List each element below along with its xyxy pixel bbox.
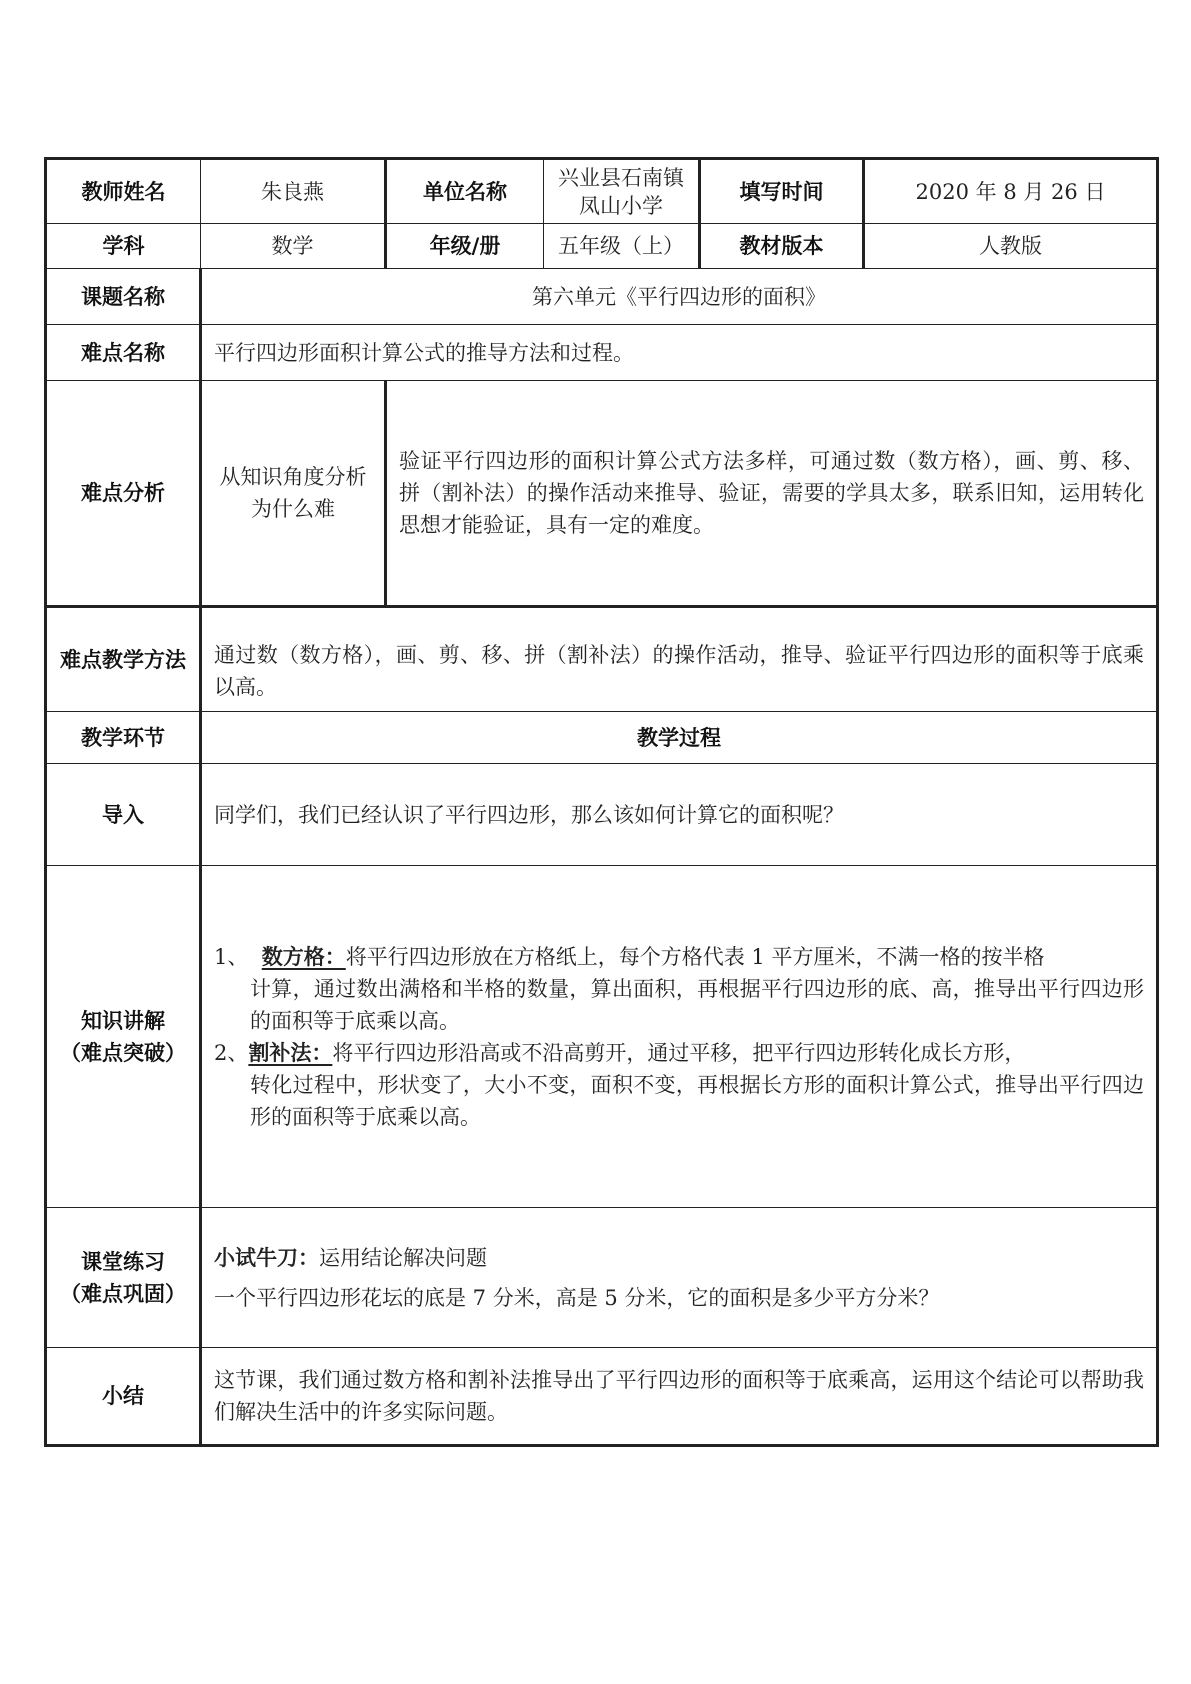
info-row-1 <box>46 159 1158 224</box>
difficulty-row <box>46 325 1158 381</box>
difficulty-label: 难点名称 <box>46 325 201 381</box>
summary-value: 这节课，我们通过数方格和割补法推导出了平行四边形的面积等于底乘高，运用这个结论可以帮助我们解决生活中的许多实际问题。 <box>201 1348 1158 1446</box>
date-label: 填写时间 <box>700 159 864 224</box>
knowledge-item-1 <box>214 941 1144 1037</box>
knowledge-label-line1: 知识讲解 <box>81 1008 165 1033</box>
knowledge-row <box>46 866 1158 1208</box>
knowledge-label <box>46 866 201 1208</box>
practice-label-line1: 课堂练习 <box>81 1249 165 1274</box>
process-label: 教学过程 <box>201 712 1158 764</box>
knowledge-label-line2: （难点突破） <box>60 1040 186 1065</box>
knowledge-item-1-num: 1、 <box>214 944 249 969</box>
method-label: 难点教学方法 <box>46 607 201 712</box>
teacher-value: 朱良燕 <box>201 159 386 224</box>
analysis-value: 验证平行四边形的面积计算公式方法多样，可通过数（数方格），画、剪、移、拼（割补法）的操作活动来推导、验证，需要的学具太多，联系旧知，运用转化思想才能验证，具有一定的难度。 <box>386 381 1158 607</box>
knowledge-item-2-first: 将平行四边形沿高或不沿高剪开，通过平移，把平行四边形转化成长方形， <box>332 1040 1026 1065</box>
intro-label: 导入 <box>46 764 201 866</box>
practice-title-rest: 运用结论解决问题 <box>319 1245 487 1270</box>
knowledge-item-2-rest: 转化过程中，形状变了，大小不变，面积不变，再根据长方形的面积计算公式，推导出平行四边形的面积等于底乘以高。 <box>250 1072 1144 1129</box>
practice-content <box>201 1208 1158 1348</box>
unit-value: 兴业县石南镇凤山小学 <box>544 159 700 224</box>
summary-row <box>46 1348 1158 1446</box>
knowledge-item-1-keyword: 数方格： <box>261 944 346 969</box>
teacher-label: 教师姓名 <box>46 159 201 224</box>
subject-value: 数学 <box>201 224 386 269</box>
date-value: 2020 年 8 月 26 日 <box>864 159 1158 224</box>
topic-row <box>46 269 1158 325</box>
grade-label: 年级/册 <box>386 224 544 269</box>
intro-value: 同学们，我们已经认识了平行四边形，那么该如何计算它的面积呢？ <box>201 764 1158 866</box>
intro-row <box>46 764 1158 866</box>
knowledge-item-1-first: 将平行四边形放在方格纸上，每个方格代表 1 平方厘米，不满一格的按半格 <box>345 944 1045 969</box>
method-row <box>46 607 1158 712</box>
knowledge-content <box>201 866 1158 1208</box>
knowledge-item-2-num: 2、 <box>214 1040 249 1065</box>
practice-row <box>46 1208 1158 1348</box>
practice-title: 小试牛刀： <box>214 1245 319 1270</box>
knowledge-item-1-rest: 计算，通过数出满格和半格的数量，算出面积，再根据平行四边形的底、高，推导出平行四边形的面积等于底乘以高。 <box>250 976 1144 1033</box>
topic-value: 第六单元《平行四边形的面积》 <box>201 269 1158 325</box>
practice-label <box>46 1208 201 1348</box>
edition-value: 人教版 <box>864 224 1158 269</box>
knowledge-item-2 <box>214 1037 1144 1133</box>
analysis-label: 难点分析 <box>46 381 201 607</box>
stage-label: 教学环节 <box>46 712 201 764</box>
method-value: 通过数（数方格），画、剪、移、拼（割补法）的操作活动，推导、验证平行四边形的面积等于底乘以高。 <box>201 607 1158 712</box>
summary-label: 小结 <box>46 1348 201 1446</box>
lesson-plan-table <box>44 157 1159 1447</box>
practice-label-line2: （难点巩固） <box>60 1281 186 1306</box>
analysis-row <box>46 381 1158 607</box>
knowledge-item-2-keyword: 割补法： <box>248 1040 333 1065</box>
unit-label: 单位名称 <box>386 159 544 224</box>
analysis-sub-label: 从知识角度分析为什么难 <box>201 381 386 607</box>
difficulty-value: 平行四边形面积计算公式的推导方法和过程。 <box>201 325 1158 381</box>
info-row-2 <box>46 224 1158 269</box>
practice-question: 一个平行四边形花坛的底是 7 分米，高是 5 分米，它的面积是多少平方分米？ <box>214 1285 940 1310</box>
process-header-row <box>46 712 1158 764</box>
edition-label: 教材版本 <box>700 224 864 269</box>
topic-label: 课题名称 <box>46 269 201 325</box>
subject-label: 学科 <box>46 224 201 269</box>
grade-value: 五年级（上） <box>544 224 700 269</box>
